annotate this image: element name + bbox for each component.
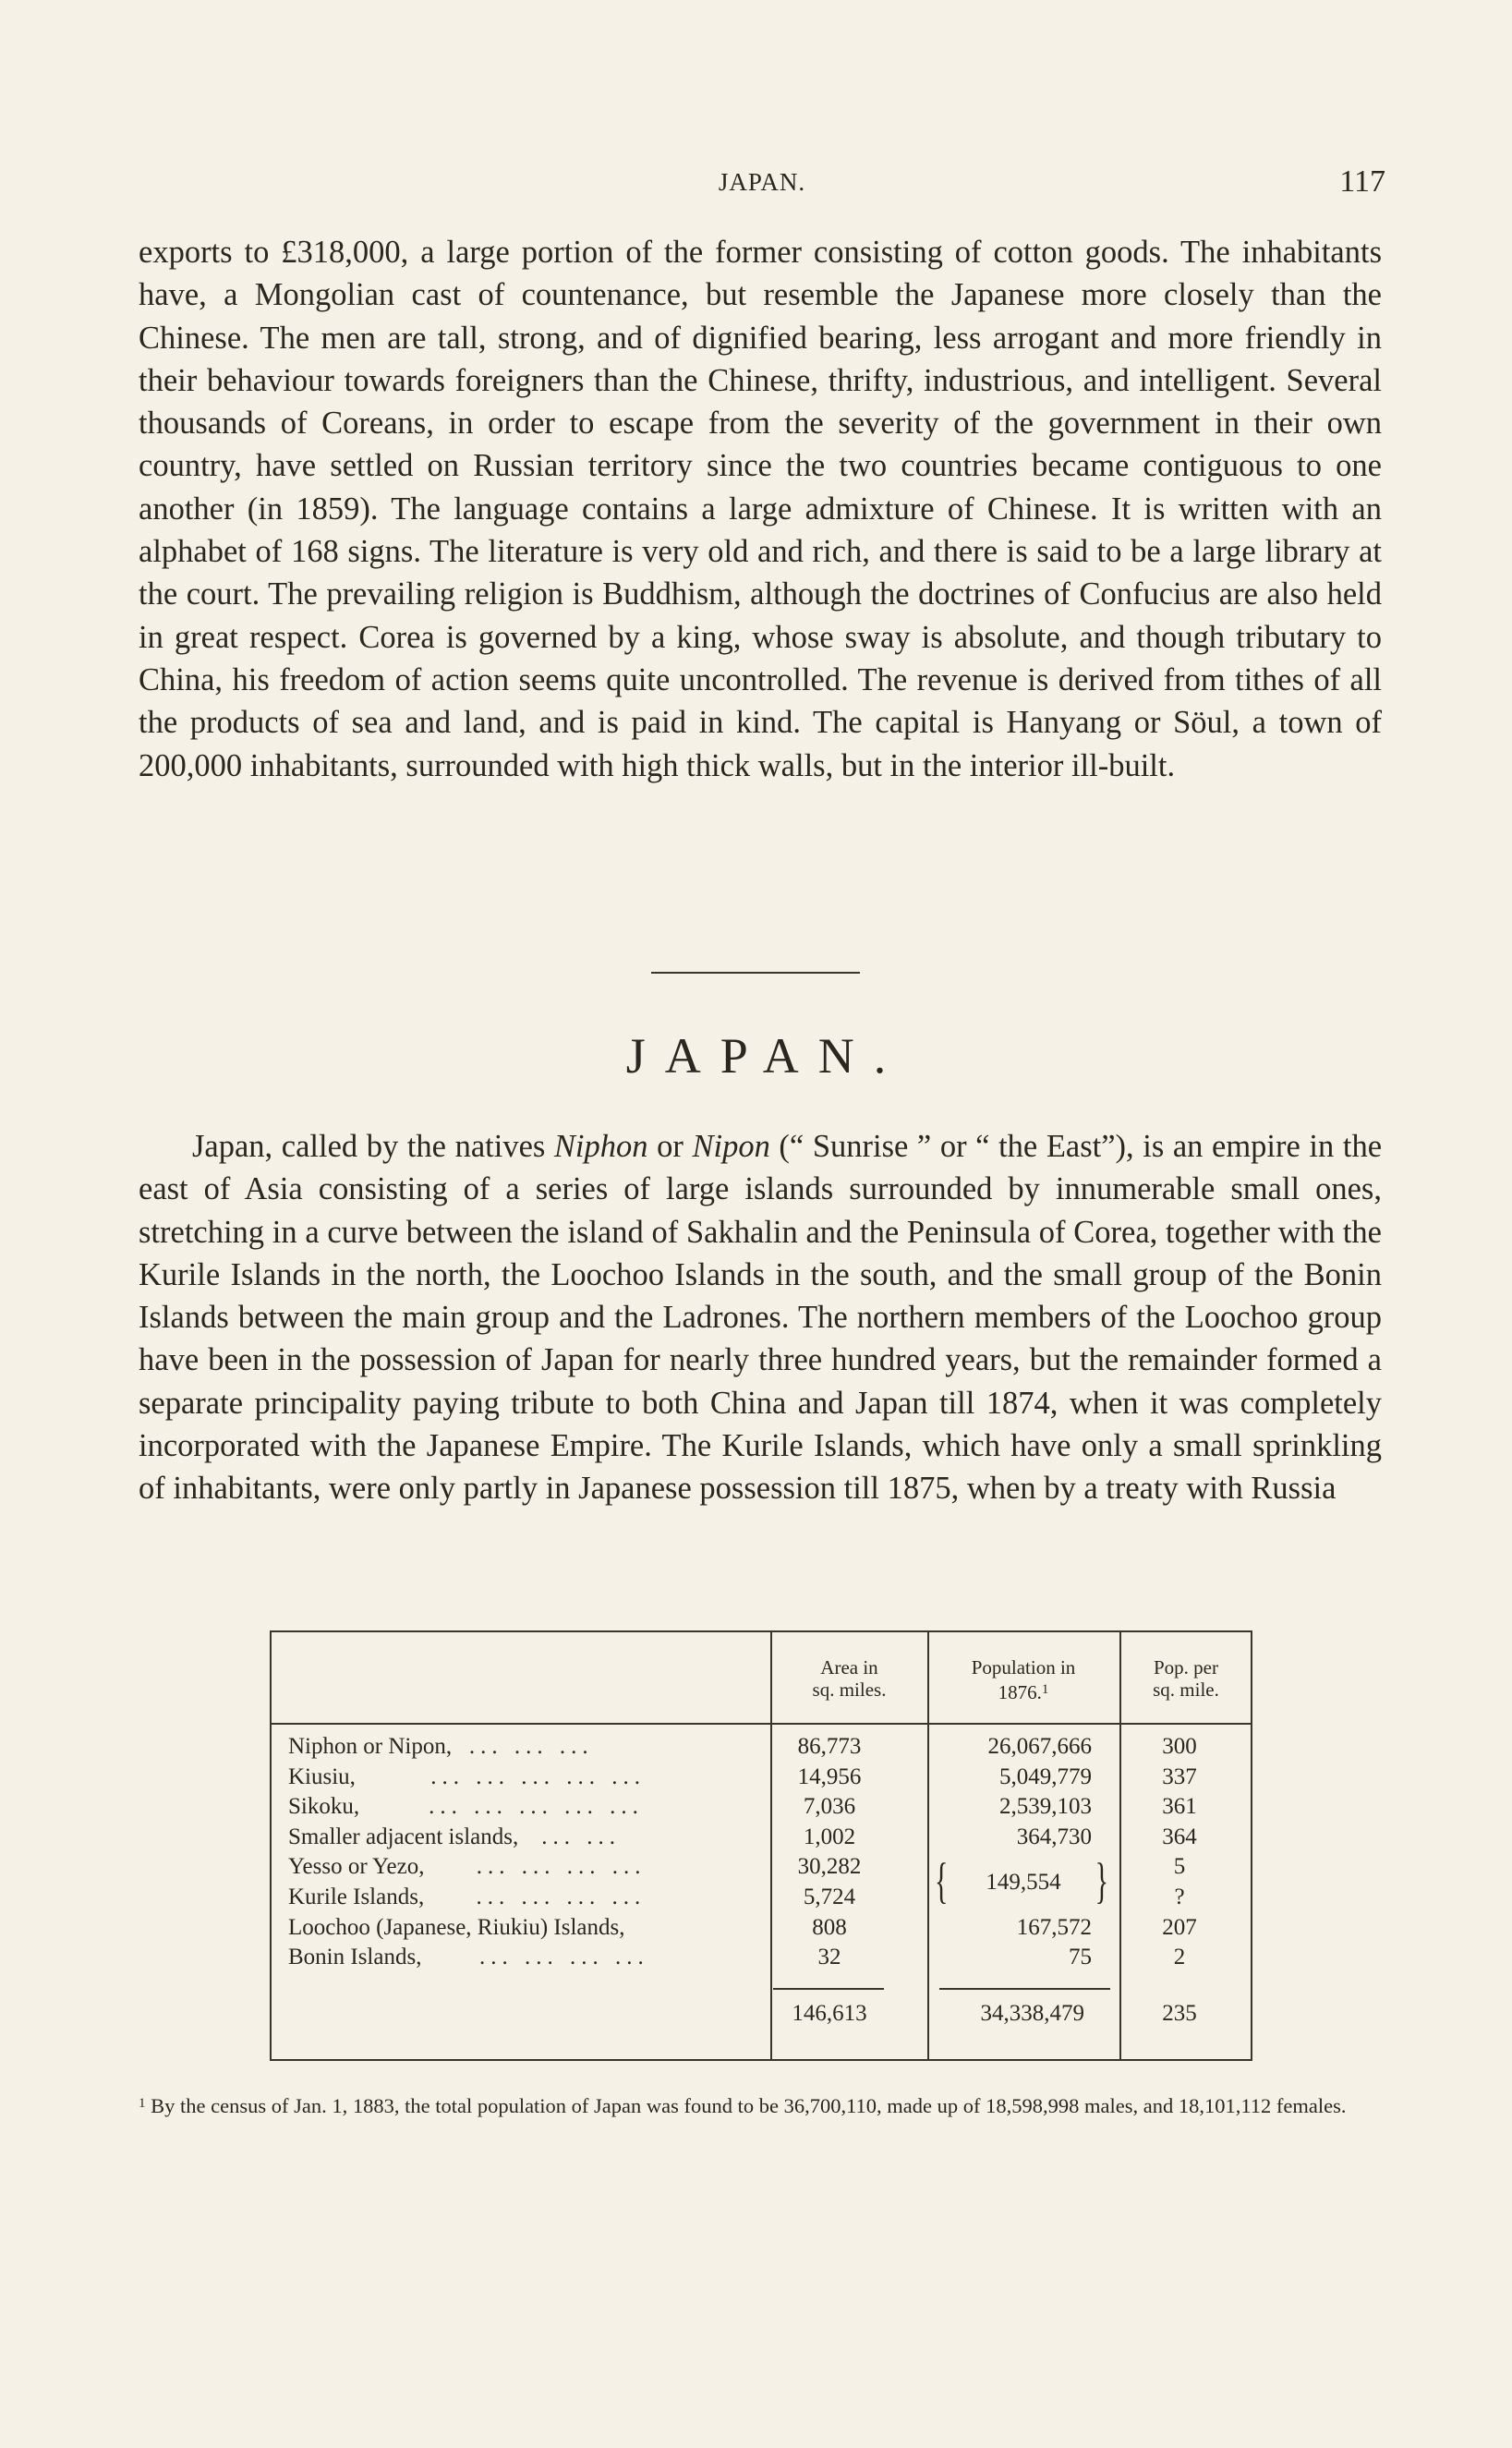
row-name-cell xyxy=(288,1763,768,1793)
native-name-niphon: Niphon xyxy=(553,1129,648,1164)
header-density xyxy=(1121,1656,1251,1701)
total-area: 146,613 xyxy=(792,2001,867,2026)
row-name: Niphon or Nipon, xyxy=(288,1734,453,1759)
paragraph-japan-intro xyxy=(139,1125,1382,1510)
row-name-cell xyxy=(288,1732,768,1763)
leader-dots: ... ... xyxy=(541,1824,621,1849)
total-population: 34,338,479 xyxy=(980,2001,1084,2026)
header-rule xyxy=(270,1723,1252,1725)
paragraph-text: (“ Sunrise ” or “ the East”), is an empire in the east of Asia consisting of a series of large islands surrounded by innumerable small ones, stretching in a curve between the island of Sakhalin and the Peninsula of Corea, together with the Kurile Islands in the north, the Loochoo Islands in the south, and the small group of the Bonin Islands between the main group and the Ladrones. The northern members of the Loochoo group have been in the possession of Japan for nearly three hundred years, but the remainder formed a separate principality paying tribute to both China and Japan till 1874, when it was completely incorporated with the Japanese Empire. The Kurile Islands, which have only a small sprinkling of inhabitants, were only partly in Japanese possession till 1875, when by a treaty with Russia xyxy=(139,1129,1383,1507)
running-head xyxy=(139,164,1385,201)
row-density: 364 xyxy=(1162,1824,1197,1849)
section-divider xyxy=(651,972,860,974)
combined-population xyxy=(927,1852,1119,1913)
row-area: 30,282 xyxy=(797,1854,862,1880)
row-density: 337 xyxy=(1162,1763,1197,1789)
leader-dots: ... ... ... xyxy=(468,1734,594,1759)
row-area: 7,036 xyxy=(803,1794,856,1820)
header-population-line2 xyxy=(929,1678,1118,1703)
total-rule-area xyxy=(773,1988,884,1990)
row-name: Kiusiu, xyxy=(288,1763,356,1789)
table-top-border xyxy=(270,1630,1252,1632)
row-density: 300 xyxy=(1162,1734,1197,1759)
footnote-text: By the census of Jan. 1, 1883, the total population of Japan was found to be 36,700,110, made up of 18,598,998 males, and 18,101,112 females. xyxy=(145,2094,1347,2117)
header-area-line1: Area in xyxy=(820,1656,878,1678)
table-row xyxy=(270,1763,1252,1793)
left-brace-icon: { xyxy=(935,1854,949,1909)
row-name: Yesso or Yezo, xyxy=(288,1854,425,1880)
footnote-reference: 1 xyxy=(1041,1682,1049,1697)
row-area: 1,002 xyxy=(803,1824,856,1849)
row-population: 26,067,666 xyxy=(987,1734,1092,1759)
row-name-cell xyxy=(288,1823,768,1853)
header-area-line2: sq. miles. xyxy=(812,1678,887,1701)
row-area: 808 xyxy=(812,1914,847,1940)
row-name-cell xyxy=(288,1883,768,1913)
footnote xyxy=(139,2090,1382,2120)
row-name-cell xyxy=(288,1792,768,1823)
total-rule-population xyxy=(939,1988,1110,1990)
row-population: 2,539,103 xyxy=(999,1794,1092,1820)
header-population-year: 1876. xyxy=(998,1681,1042,1703)
leader-dots: ... ... ... ... xyxy=(478,1945,649,1970)
header-density-line2: sq. mile. xyxy=(1153,1678,1219,1701)
right-brace-icon: } xyxy=(1095,1854,1108,1909)
paragraph-text: or xyxy=(647,1129,693,1164)
footnote-marker: 1 xyxy=(139,2096,146,2111)
row-density: 361 xyxy=(1162,1794,1197,1820)
row-area: 86,773 xyxy=(797,1734,862,1759)
header-density-line1: Pop. per xyxy=(1154,1656,1218,1678)
row-name: Sikoku, xyxy=(288,1794,360,1820)
combined-population-value: 149,554 xyxy=(986,1870,1061,1895)
row-density: 207 xyxy=(1162,1914,1197,1940)
row-name: Bonin Islands, xyxy=(288,1945,422,1970)
row-population: 167,572 xyxy=(1016,1914,1092,1940)
leader-dots: ... ... ... ... xyxy=(476,1854,647,1880)
table-row xyxy=(270,1792,1252,1823)
header-area xyxy=(773,1656,925,1701)
header-population xyxy=(929,1656,1118,1703)
leader-dots: ... ... ... ... ... xyxy=(429,1794,644,1820)
row-population: 5,049,779 xyxy=(999,1763,1092,1789)
row-name: Kurile Islands, xyxy=(288,1884,425,1909)
page-number: 117 xyxy=(1339,164,1385,199)
row-area: 32 xyxy=(817,1945,841,1970)
leader-dots: ... ... ... ... xyxy=(476,1884,647,1909)
paragraph-text: Japan, called by the natives xyxy=(192,1129,554,1164)
row-name-cell xyxy=(288,1913,768,1944)
row-population: 364,730 xyxy=(1016,1824,1092,1849)
native-name-nipon: Nipon xyxy=(692,1129,770,1164)
table-row xyxy=(270,1732,1252,1763)
row-density: 2 xyxy=(1173,1945,1186,1970)
row-density: 5 xyxy=(1173,1854,1186,1880)
paragraph-corea-continued: exports to £318,000, a large portion of the former consisting of cotton goods. The inhabitants have, a Mongolian cast of countenance, but resemble the Japanese more closely than the Chinese. The men are tall, strong, and of dignified bearing, less arrogant and more friendly in their behaviour towards foreigners than the Chinese, thrifty, industrious, and intelligent. Several thousands of Coreans, in order to escape from the severity of the government in their own country, have settled on Russian territory since the two countries became contiguous to one another (in 1859). The language contains a large admixture of Chinese. It is written with an alphabet of 168 signs. The literature is very old and rich, and there is said to be a large library at the court. The prevailing religion is Buddhism, although the doctrines of Confucius are also held in great respect. Corea is governed by a king, whose sway is absolute, and though tributary to China, his freedom of action seems quite uncontrolled. The revenue is derived from tithes of all the products of sea and land, and is paid in kind. The capital is Hanyang or Söul, a town of 200,000 inhabitants, surrounded with high thick walls, but in the interior ill-built. xyxy=(139,235,1382,783)
table-bottom-border xyxy=(270,2059,1252,2061)
row-area: 14,956 xyxy=(797,1763,862,1789)
table-row xyxy=(270,1943,1252,1973)
row-name-cell xyxy=(288,1943,768,1973)
row-name: Smaller adjacent islands, xyxy=(288,1824,519,1849)
row-density: ? xyxy=(1174,1884,1185,1909)
population-table xyxy=(270,1630,1252,2061)
header-population-line1: Population in xyxy=(971,1656,1076,1678)
leader-dots: ... ... ... ... ... xyxy=(430,1763,646,1789)
row-population: 75 xyxy=(1069,1945,1092,1970)
row-name-cell xyxy=(288,1852,768,1883)
row-name: Loochoo (Japanese, Riukiu) Islands, xyxy=(288,1914,625,1940)
table-total-row xyxy=(270,1997,1252,2030)
section-title: JAPAN. xyxy=(625,1028,906,1084)
total-density: 235 xyxy=(1162,2001,1197,2026)
row-area: 5,724 xyxy=(803,1884,856,1909)
running-title: JAPAN. xyxy=(718,168,806,196)
